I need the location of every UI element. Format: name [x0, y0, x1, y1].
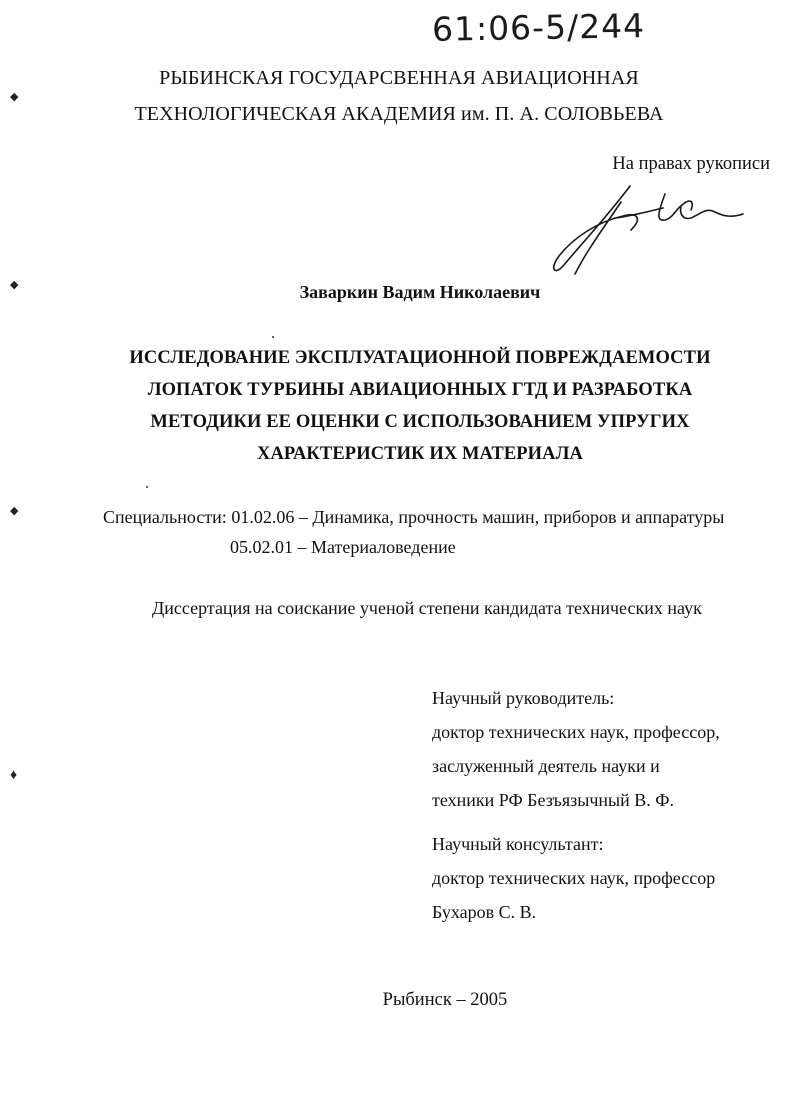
supervisor-line-1: доктор технических наук, профессор,: [432, 722, 720, 742]
dissertation-title: [80, 342, 760, 470]
binding-hole-mark-icon: ♦: [10, 768, 18, 783]
supervisor-line-3: техники РФ Безъязычный В. Ф.: [432, 790, 674, 810]
specialty-1: 01.02.06 – Динамика, прочность машин, приборов и аппаратуры: [231, 507, 725, 527]
title-line-2: ЛОПАТОК ТУРБИНЫ АВИАЦИОННЫХ ГТД И РАЗРАБОТКА: [147, 380, 693, 400]
rights-note: На правах рукописи: [612, 154, 770, 174]
signature-icon: [545, 178, 745, 278]
institution-name: [0, 60, 798, 132]
institution-line-1: РЫБИНСКАЯ ГОСУДАРСВЕННАЯ АВИАЦИОННАЯ: [159, 67, 639, 89]
place-and-year: Рыбинск – 2005: [382, 990, 508, 1010]
specialty-2: 05.02.01 – Материаловедение: [230, 537, 456, 557]
advisor-spacer: [432, 817, 720, 827]
consultant-heading: Научный консультант:: [432, 834, 604, 854]
binding-hole-mark-icon: ◆: [10, 279, 19, 291]
dissertation-note: Диссертация на соискание ученой степени кандидата технических наук: [152, 598, 702, 618]
specialty-row-2: [103, 532, 724, 562]
title-line-4: ХАРАКТЕРИСТИК ИХ МАТЕРИАЛА: [257, 444, 583, 464]
specialty-row-1: [103, 502, 724, 532]
supervisor-line-2: заслуженный деятель науки и: [432, 756, 660, 776]
scan-speck-icon: [146, 486, 148, 488]
advisors-block: [432, 681, 720, 929]
specialties-label: Специальности:: [103, 507, 227, 527]
consultant-line-2: Бухаров С. В.: [432, 902, 537, 922]
consultant-line-1: доктор технических наук, профессор: [432, 868, 716, 888]
title-line-1: ИССЛЕДОВАНИЕ ЭКСПЛУАТАЦИОННОЙ ПОВРЕЖДАЕМОСТИ: [129, 348, 711, 368]
specialties-block: [103, 502, 724, 562]
title-line-3: МЕТОДИКИ ЕЕ ОЦЕНКИ С ИСПОЛЬЗОВАНИЕМ УПРУГИХ: [150, 412, 690, 432]
author-name: Заваркин Вадим Николаевич: [299, 282, 541, 302]
scan-speck-icon: [272, 336, 274, 338]
binding-hole-mark-icon: ◆: [10, 505, 19, 517]
binding-hole-mark-icon: ◆: [10, 91, 19, 103]
handwritten-archive-number: 61:06-5/244: [431, 6, 646, 49]
institution-line-2: ТЕХНОЛОГИЧЕСКАЯ АКАДЕМИЯ им. П. А. СОЛОВЬЕВА: [134, 103, 664, 125]
supervisor-heading: Научный руководитель:: [432, 688, 615, 708]
